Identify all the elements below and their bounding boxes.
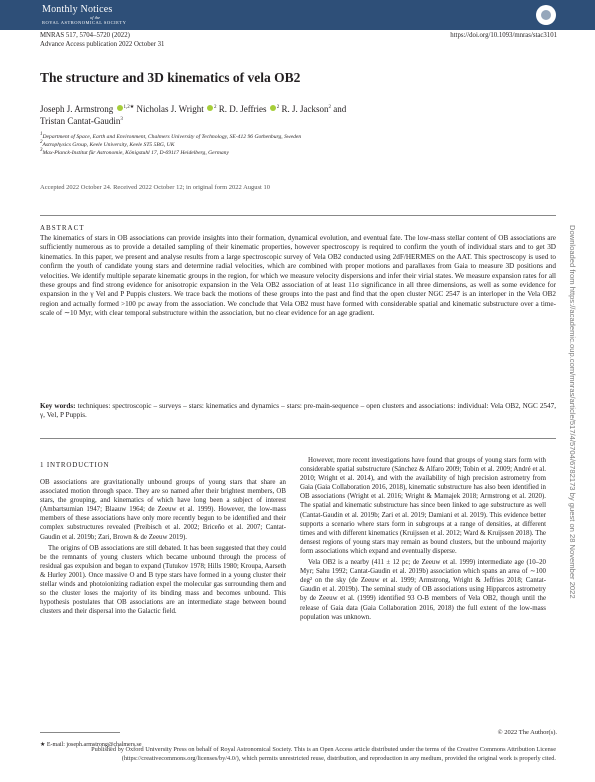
author-superscript: 1,2★ (123, 105, 135, 110)
journal-name: Monthly Notices (42, 4, 113, 15)
keywords-text: techniques: spectroscopic – surveys – stars: kinematics and dynamics – stars: pre-main-sequence – open clusters and associations: individual: Vela OB2, NGC 2547, γ, Vel, P Puppis. (40, 402, 556, 420)
author-list (40, 103, 560, 127)
footnote-email[interactable]: ★ E-mail: joseph.armstrong@chalmers.se (40, 742, 142, 748)
right-column (300, 456, 546, 624)
author-superscript: 2 (328, 105, 332, 110)
orcid-icon[interactable] (207, 105, 213, 111)
left-column (40, 478, 286, 618)
affiliation: $^2$Astrophysics Group, Keele University, Keele ST5 5BG, UK (40, 140, 175, 148)
keywords-label: Key words: (40, 402, 76, 410)
author-name: R. J. Jackson (281, 104, 329, 114)
author-superscript: 2 (213, 105, 217, 110)
citation: MNRAS 517, 5704–5720 (2022) (40, 32, 130, 39)
oup-logo-icon (536, 5, 556, 25)
paragraph: Vela OB2 is a nearby (411 ± 12 pc; de Zeeuw et al. 1999) intermediate age (10–20 Myr; Sahu 1992; Cantat-Gaudin et al. 2019b) association which spans an area of ∼100 deg² on the sky (de Zeeuw et al. 1999; Armstrong, Wright & Jeffries 2018; Cantat-Gaudin et al. 2019b). The seminal study of OB associations using Hipparcos astrometry by de Zeeuw et al. (1999) identified 93 O-B members of Vela OB2, though until the release of Gaia data (Gaia Collaboration 2016, 2018) the full extent of the low-mass population was unknown. (300, 559, 546, 621)
author-superscript: 2 (276, 105, 280, 110)
paper-title: The structure and 3D kinematics of vela OB2 (40, 70, 301, 85)
author-conjunction: and (333, 104, 347, 114)
footnote-divider (40, 732, 120, 733)
affiliation: $^1$Department of Space, Earth and Environment, Chalmers University of Technology, SE-412 96 Gothenburg, Sweden (40, 132, 302, 140)
received-accepted-dates: Accepted 2022 October 24. Received 2022 October 12; in original form 2022 August 10 (40, 184, 270, 191)
divider (40, 215, 556, 216)
author-name: Nicholas J. Wright (136, 104, 204, 114)
abstract-text: The kinematics of stars in OB associations can provide insights into their formation, dynamical evolution, and eventual fate. The low-mass stellar content of OB associations are sufficiently numerous as to provide a detailed sampling of their kinematic properties, however spectroscopy is required to confirm the youth of individual stars and to get 3D kinematics. In this paper, we present and analyse results from a large spectroscopic survey of Vela OB2 conducted using 2dF/HERMES on the AAT. This spectroscopy is used to confirm the youth of candidate young stars and determine radial velocities, which are combined with proper motions and parallaxes from Gaia to measure 3D positions and velocities. We identify multiple separate kinematic groups in the region, for which we measure velocity dispersions and infer their virial states. We measure expansion rates for all these groups and find strong evidence for anisotropic expansion in the Vela OB2 association of at least 11σ significance in all three dimensions, as well as some evidence for expansion in the γ Vel and P Puppis clusters. We trace back the motions of these groups into the past and find that the open cluster NGC 2547 is an interloper in the Vela OB2 region and actually formed >100 pc away from the association. We conclude that Vela OB2 must have formed with considerable spatial and kinematic substructure over a time-scale of ∼10 Myr, with clear temporal substructure within the association, but no clear evidence for an age gradient. (40, 234, 556, 318)
copyright: © 2022 The Author(s). (497, 729, 557, 736)
orcid-icon[interactable] (117, 105, 123, 111)
section-heading: 1 INTRODUCTION (40, 461, 110, 469)
doi-link[interactable]: https://doi.org/10.1093/mnras/stac3101 (450, 32, 557, 39)
license-text: Published by Oxford University Press on behalf of Royal Astronomical Society. This is an Open Access article distributed under the terms of the Creative Commons Attribution License (https://creativecommons.org/licenses/by/4.0/), which permits unrestricted reuse, distribution, and reproduction in any medium, provided the original work is properly cited. (91, 746, 556, 762)
download-watermark: Downloaded from https://academic.oup.com/mnras/article/517/4/5704/6782173 by guest on 28 November 2022 (568, 225, 577, 599)
author-name: Joseph J. Armstrong (40, 104, 114, 114)
affiliation: $^3$Max-Planck-Institut für Astronomie, Königstuhl 17, D-69117 Heidelberg, Germany (40, 148, 229, 156)
journal-society: ROYAL ASTRONOMICAL SOCIETY (42, 20, 127, 25)
author-name: R. D. Jeffries (218, 104, 267, 114)
journal-of: of the (90, 15, 101, 20)
paragraph: However, more recent investigations have found that groups of young stars form with considerable spatial substructure (Sánchez & Alfaro 2009; Tobin et al. 2009; André et al. 2010; Wright et al. 2014), and with the availability of high precision astrometry from Gaia (Gaia Collaboration 2016, 2018), kinematic substructure has also been identified in OB associations (Wright et al. 2016; Wright & Mamajek 2018; Armstrong et al. 2020). The spatial and kinematic substructure has since been linked to age substructure as well (Cantat-Gaudin et al. 2019b; Zari et al. 2019; Damiani et al. 2019). This evidence better supports a scenario where stars form in subgroups at a range of densities, at different times and with different kinematics (Kruijssen et al. 2012; Ward & Kruijssen 2018). The densest regions of young stars may remain as bound clusters, but the unbound majority form associations which expand and eventually disperse. (300, 457, 546, 555)
author-name: Tristan Cantat-Gaudin (40, 116, 121, 126)
paragraph: The origins of OB associations are still debated. It has been suggested that they could be the remnants of young clusters which became unbound through the process of residual gas expulsion and began to expand (Tutukov 1978; Hills 1980; Kroupa, Aarseth & Hurley 2001). Once massive O and B type stars have formed in a young cluster their stellar winds and photoionizing radiation expel the molecular gas surrounding them and so the cluster loses the majority of its binding mass and becomes unbound. This hypothesis postulates that OB associations are an intermediate stage between bound clusters and their dispersal into the Galactic field. (40, 544, 286, 616)
author-superscript: 3 (120, 117, 123, 122)
paragraph: OB associations are gravitationally unbound groups of young stars that share an associated motion through space. They are so named after their brightest members, OB stars, the grouping, and kinematics of which have long been a subject of interest (Ambartsumian 1947; Blaauw 1964; de Zeeuw et al. 1999). However, the low-mass members of these associations have only more recently begun to be identified and their complex substructures revealed (Preibisch et al. 2002; Briceño et al. 2007; Cantat-Gaudin et al. 2019b; Zari, Brown & de Zeeuw 2019). (40, 479, 286, 541)
orcid-icon[interactable] (270, 105, 276, 111)
advance-access: Advance Access publication 2022 October 31 (40, 41, 165, 48)
keywords (40, 402, 556, 421)
abstract-heading: ABSTRACT (40, 224, 85, 232)
divider (40, 438, 556, 439)
